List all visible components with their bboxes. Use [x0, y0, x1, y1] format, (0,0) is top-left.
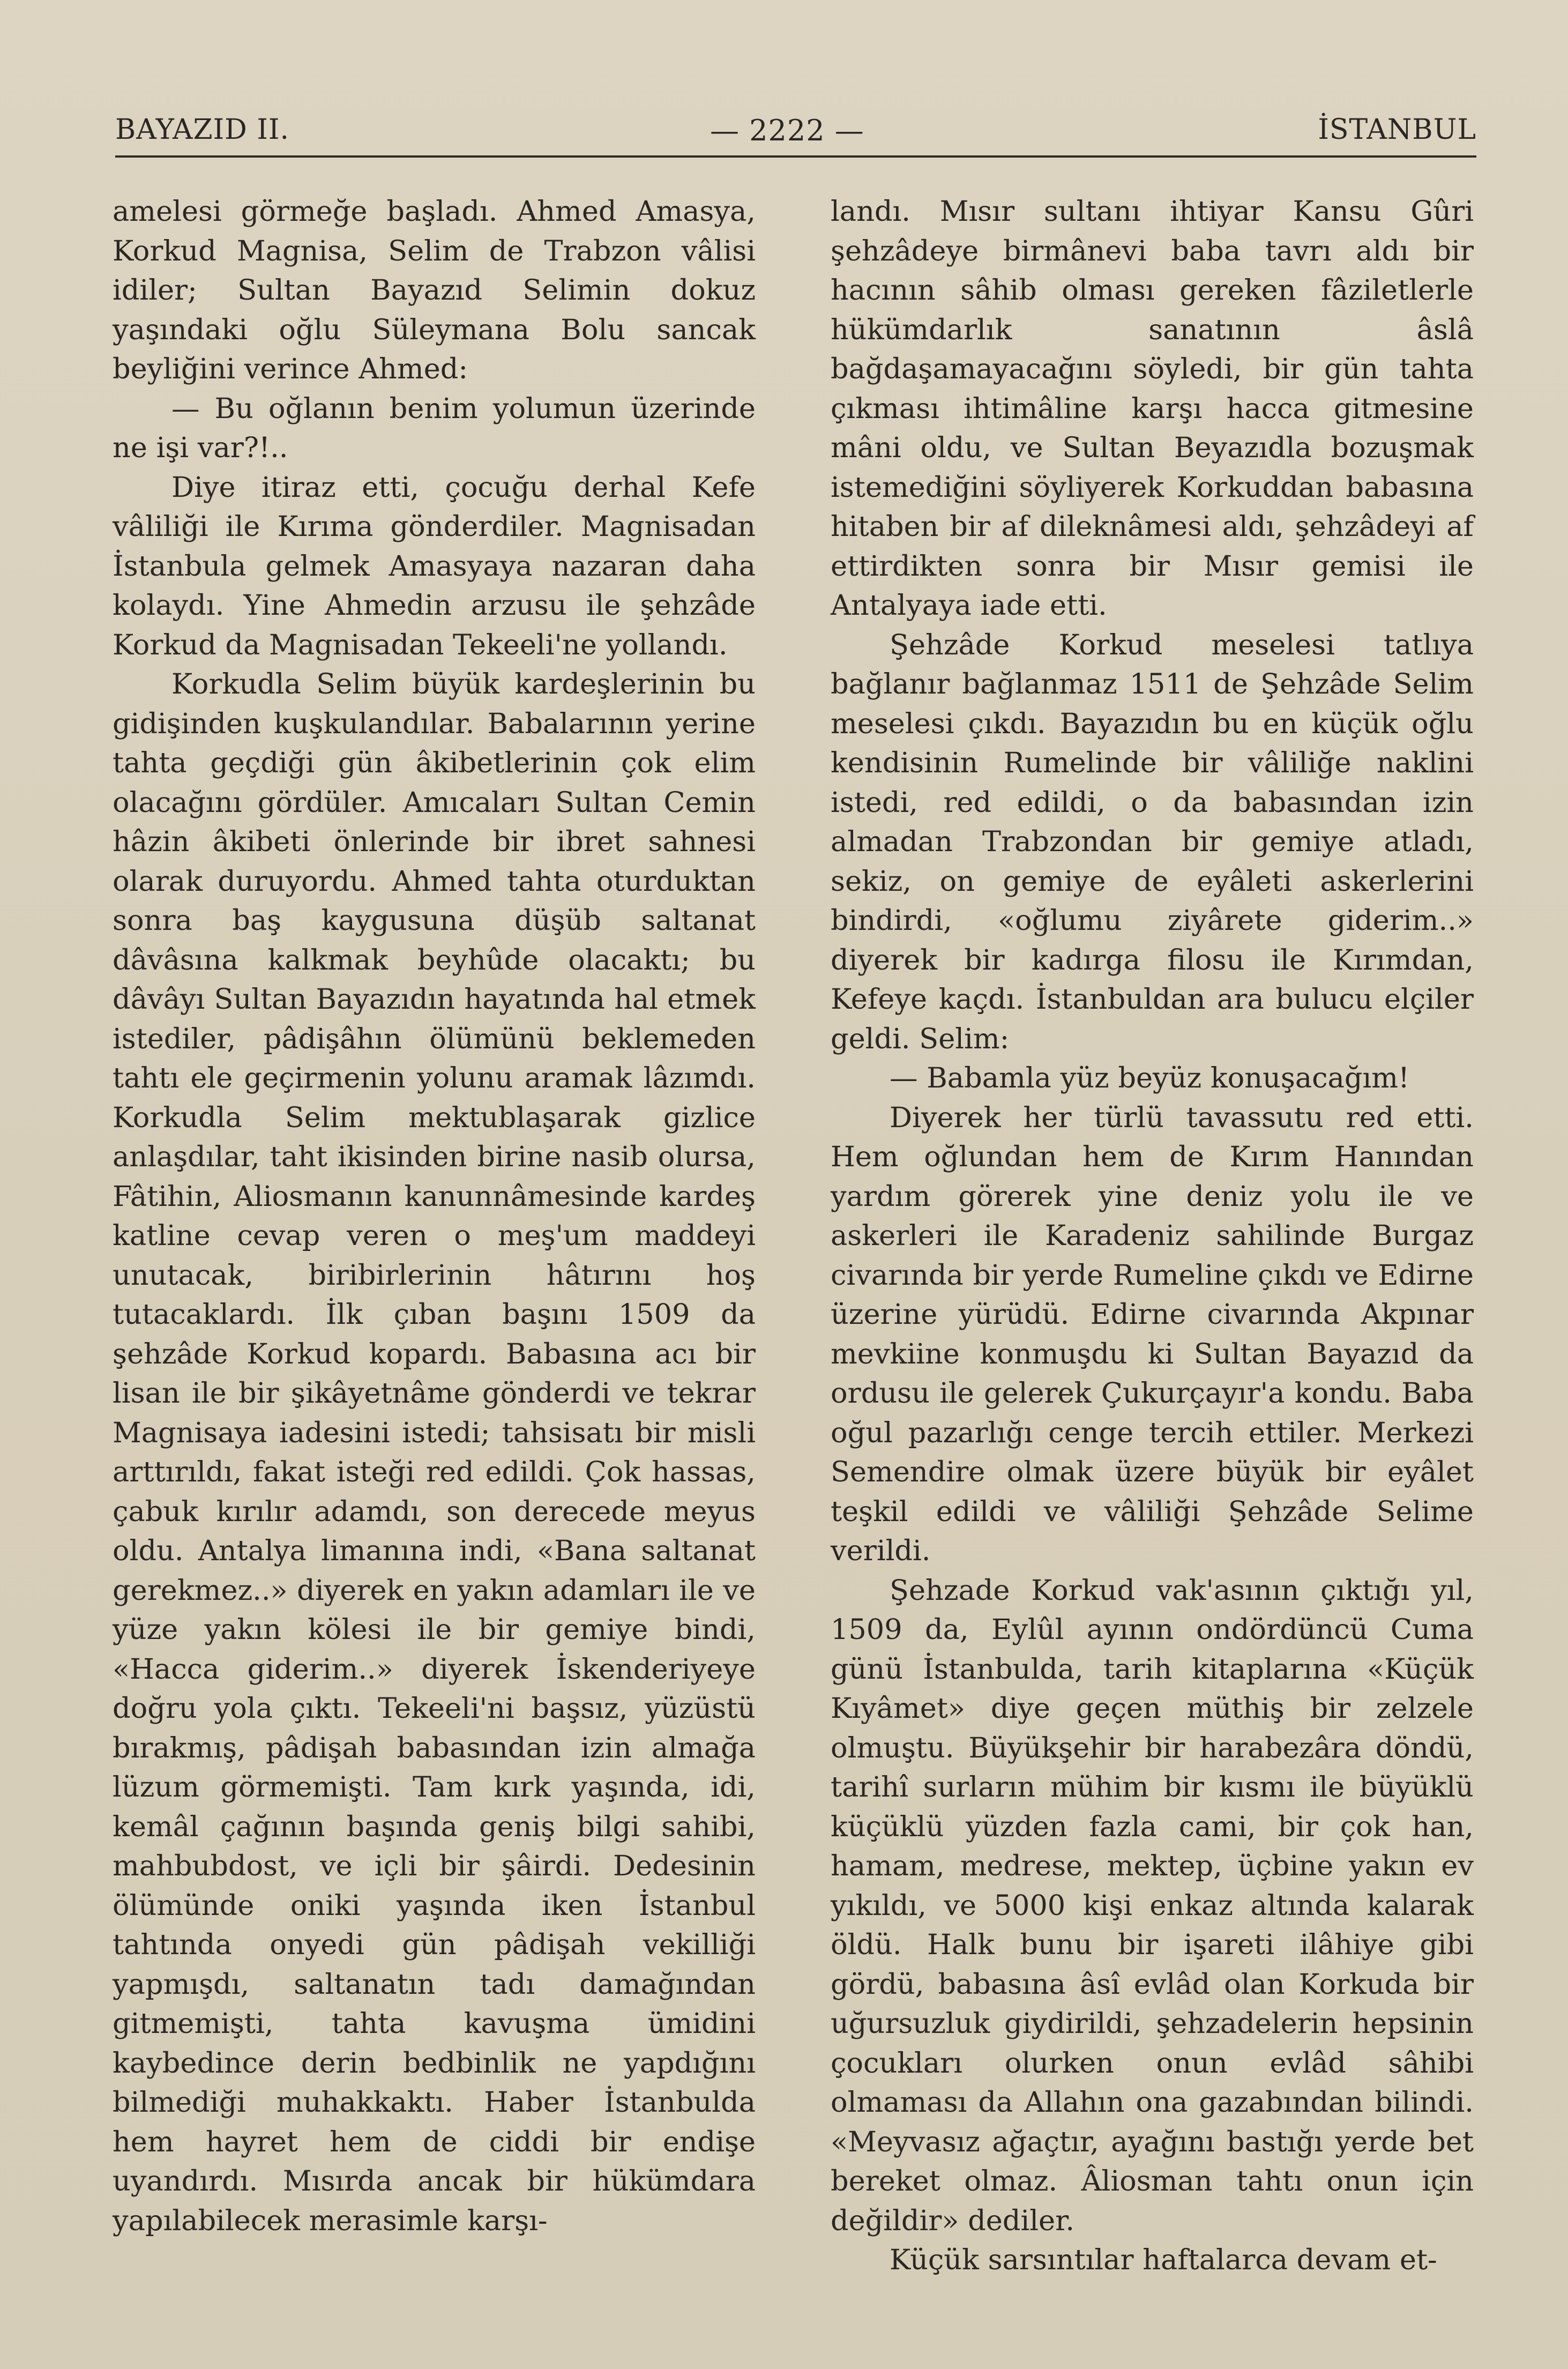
paragraph: Şehzade Korkud vak'asının çıktığı yıl, 1509 da, Eylûl ayının ondördüncü Cuma günü İstanbulda, tarih kitaplarına «Küçük Kıyâmet» diye geçen müthiş bir zelzele olmuştu. Büyükşehir bir harabezâra döndü, tarihî surların mühim bir kısmı ile büyüklü küçüklü yüzden fazla cami, bir çok han, hamam, medrese, mektep, üçbine yakın ev yıkıldı, ve 5000 kişi enkaz altında kalarak öldü. Halk bunu bir işareti ilâhiye gibi gördü, babasına âsî evlâd olan Korkuda bir uğursuzluk giydirildi, şehzadelerin hepsinin çocukları olurken onun evlâd sâhibi olmaması da Allahın ona gazabından bilindi. «Meyvasız ağaçtır, ayağını bastığı yerde bet bereket olmaz. Âliosman tahtı onun için değildir» dediler. — [831, 1574, 1474, 2237]
paragraph: Diye itiraz etti, çocuğu derhal Kefe vâliliği ile Kırıma gönderdiler. Magnisadan İstanbula gelmek Amasyaya nazaran daha kolaydı. Yine Ahmedin arzusu ile şehzâde Korkud da Magnisadan Tekeeli'ne yollandı. — [113, 471, 756, 661]
left-column — [113, 192, 756, 2240]
paragraph: Küçük sarsıntılar haftalarca devam et- — [890, 2244, 1437, 2276]
paragraph: Diyerek her türlü tavassutu red etti. Hem oğlundan hem de Kırım Hanından yardım görerek yine deniz yolu ile ve askerleri ile Karadeniz sahilinde Burgaz civarında bir yerde Rumeline çıkdı ve Edirne üzerine yürüdü. Edirne civarında Akpınar mevkiine konmuşdu ki Sultan Bayazıd da ordusu ile gelerek Çukurçayır'a kondu. Baba oğul pazarlığı cenge tercih ettiler. Merkezi Semendire olmak üzere büyük bir eyâlet teşkil edildi ve vâliliği Şehzâde Selime verildi. — [831, 1101, 1474, 1567]
paragraph: Şehzâde Korkud meselesi tatlıya bağlanır bağlanmaz 1511 de Şehzâde Selim meselesi çıkdı. Bayazıdın bu en küçük oğlu kendisinin Rumelinde bir vâliliğe naklini istedi, red edildi, o da babasından izin almadan Trabzondan bir gemiye atladı, sekiz, on gemiye de eyâleti askerlerini bindirdi, «oğlumu ziyârete giderim..» diyerek bir kadırga filosu ile Kırımdan, Kefeye kaçdı. İstanbuldan ara bulucu elçiler geldi. Selim: — [831, 628, 1474, 1055]
paragraph: landı. Mısır sultanı ihtiyar Kansu Gûri şehzâdeye birmânevi baba tavrı aldı bir hacının sâhib olması gereken fâziletlerle hükümdarlık sanatının âslâ bağdaşamayacağını söyledi, bir gün tahta çıkması ihtimâline karşı hacca gitmesine mâni oldu, ve Sultan Beyazıdla bozuşmak istemediğini söyliyerek Korkuddan babasına hitaben bir af dileknâmesi aldı, şehzâdeyi af ettirdikten sonra bir Mısır gemisi ile Antalyaya iade etti. — [831, 195, 1474, 622]
paragraph: — Bu oğlanın benim yolumun üzerinde ne işi var?!.. — [113, 392, 756, 464]
page-number: — 2222 — — [710, 114, 864, 147]
paragraph: amelesi görmeğe başladı. Ahmed Amasya, Korkud Magnisa, Selim de Trabzon vâlisi idiler; Sultan Bayazıd Selimin dokuz yaşındaki oğlu Süleymana Bolu sancak beyliğini verince Ahmed: — [113, 195, 756, 385]
right-column — [831, 192, 1474, 2280]
header-rule — [115, 155, 1476, 158]
paragraph: — Babamla yüz beyüz konuşacağım! — [890, 1062, 1410, 1094]
paragraph: Korkudla Selim büyük kardeşlerinin bu gidişinden kuşkulandılar. Babalarının yerine tahta geçdiği gün âkibetlerinin çok elim olacağını gördüler. Amıcaları Sultan Cemin hâzin âkibeti önlerinde bir ibret sahnesi olarak duruyordu. Ahmed tahta oturduktan sonra baş kaygusuna düşüb saltanat dâvâsına kalkmak beyhûde olacaktı; bu dâvâyı Sultan Bayazıdın hayatında hal etmek istediler, pâdişâhın ölümünü beklemeden tahtı ele geçirmenin yolunu aramak lâzımdı. Korkudla Selim mektublaşarak gizlice anlaşdılar, taht ikisinden birine nasib olursa, Fâtihin, Aliosmanın kanunnâmesinde kardeş katline cevap veren o meş'um maddeyi unutacak, biribirlerinin hâtırını hoş tutacaklardı. İlk çıban başını 1509 da şehzâde Korkud kopardı. Babasına acı bir lisan ile bir şikâyetnâme gönderdi ve tekrar Magnisaya iadesini istedi; tahsisatı bir misli arttırıldı, fakat isteği red edildi. Çok hassas, çabuk kırılır adamdı, son derecede meyus oldu. Antalya limanına indi, «Bana saltanat gerekmez..» diyerek en yakın adamları ile ve yüze yakın kölesi ile bir gemiye bindi, «Hacca giderim..» diyerek İskenderiyeye doğru yola çıktı. Tekeeli'ni başsız, yüzüstü bırakmış, pâdişah babasından izin almağa lüzum görmemişti. Tam kırk yaşında, idi, kemâl çağının başında geniş bilgi sahibi, mahbubdost, ve içli bir şâirdi. Dedesinin ölümünde oniki yaşında iken İstanbul tahtında onyedi gün pâdişah vekilliği yapmışdı, saltanatın tadı damağından gitmemişti, tahta kavuşma ümidini kaybedince derin bedbinlik ne yapdığını bilmediği muhakkaktı. Haber İstanbulda hem hayret hem de ciddi bir endişe uyandırdı. Mısırda ancak bir hükümdara yapılabilecek merasimle karşı- — [113, 668, 756, 2237]
running-head-left: BAYAZID II. — [115, 114, 290, 146]
page-header — [115, 114, 1476, 151]
running-head-right: İSTANBUL — [1318, 114, 1476, 146]
